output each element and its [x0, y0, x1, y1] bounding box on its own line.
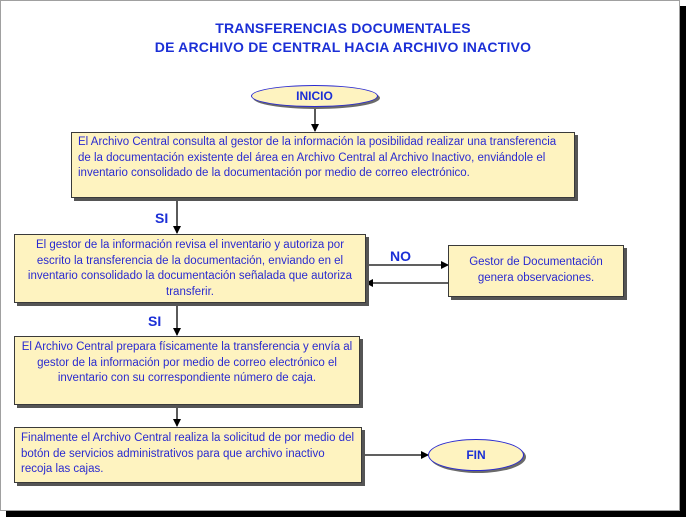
decision-label-yes-2: SI	[148, 313, 162, 329]
start-node: INICIO	[251, 85, 378, 107]
decision-label-no: NO	[390, 248, 411, 264]
title-line-2: DE ARCHIVO DE CENTRAL HACIA ARCHIVO INACTIVO	[154, 39, 532, 55]
decision-label-yes-1: SI	[155, 210, 169, 226]
end-node: FIN	[428, 439, 524, 471]
side-observations-box: Gestor de Documentación genera observaciones.	[448, 245, 624, 297]
step-3-box: El Archivo Central prepara físicamente la transferencia y envía al gestor de la información por medio de correo electrónico el inventario con su correspondiente número de caja.	[14, 336, 360, 405]
title-line-1: TRANSFERENCIAS DOCUMENTALES	[215, 20, 471, 36]
step-4-box: Finalmente el Archivo Central realiza la solicitud de por medio del botón de servicios administrativos para que archivo inactivo recoja las cajas.	[14, 427, 362, 483]
step-2-box: El gestor de la información revisa el inventario y autoriza por escrito la transferencia de la documentación, enviando en el inventario consolidado la documentación señalada que autoriza transferir.	[14, 234, 366, 303]
step-1-box: El Archivo Central consulta al gestor de la información la posibilidad realizar una transferencia de la documentación existente del área en Archivo Central al Archivo Inactivo, enviándole el inventario consolidado de la documentación por medio de correo electrónico.	[71, 132, 575, 198]
